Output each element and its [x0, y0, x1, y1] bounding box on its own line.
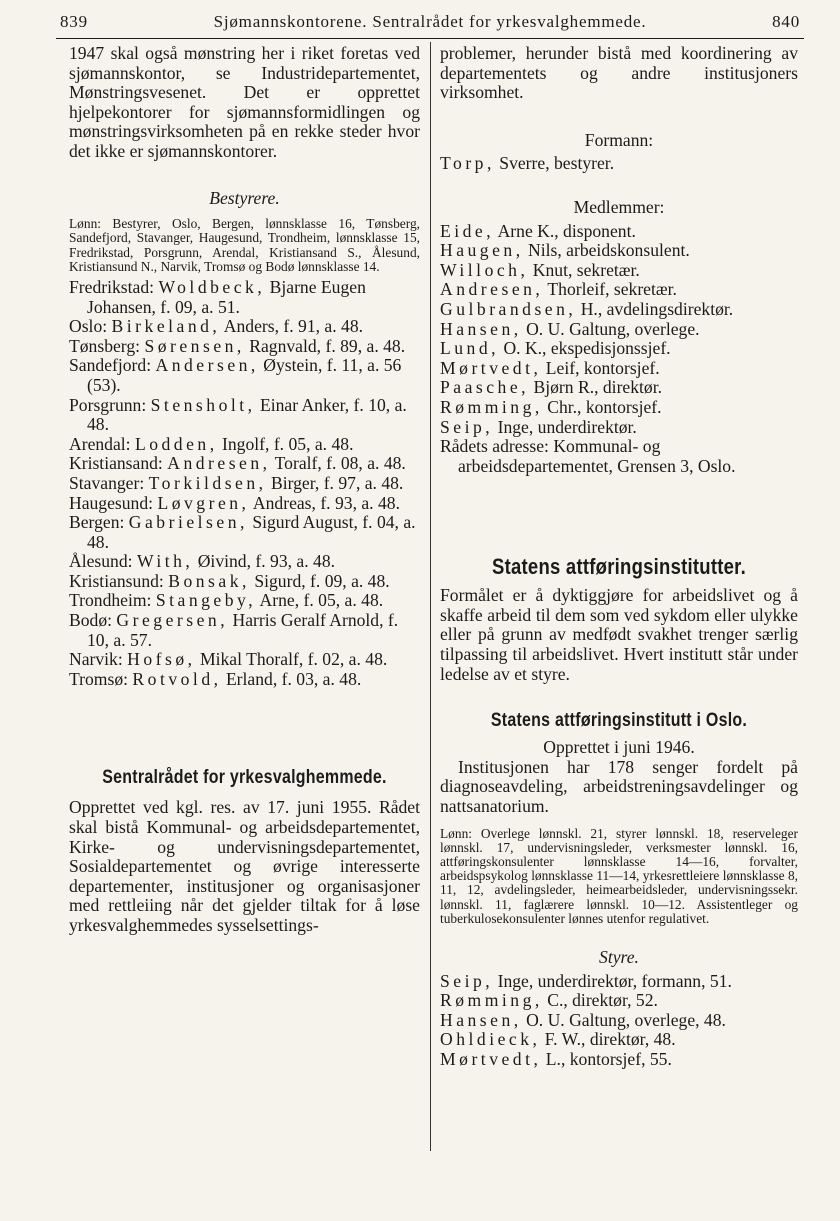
oslo-founded: Opprettet i juni 1946. [543, 737, 695, 758]
members-list [440, 222, 798, 438]
statens-paragraph: Formålet er å dyktiggjøre for arbeidslivet og å skaffe arbeid til dem som ved sykdom eller ulykke eller på grunn av medfødt svakhet trenger særlig tilpassing til arbeidslivet. Hvert institutt står under ledelse av et styre. [440, 585, 798, 684]
list-item: Hansen, O. U. Galtung, overlege, 48. [440, 1009, 726, 1030]
oslo-salary-note: Lønn: Overlege lønnskl. 21, styrer lønnskl. 18, reserveleger lønnskl. 17, undervisningsleder, verksmester lønnskl. 16, attføringskonsulenter lønnsklasse 14—16, forvalter, arbeidspsykolog lønnsklasse 11—14, yrkesrettleiere lønnsklasse 8, 11, 12, avdelingsleder, heimearbeidsleder, undervisningssekr. lønnskl. 11, faglærere lønnskl. 10—12. Assistentleger og tuberkulosekonsulenter lønnes utenfor regulativet. [440, 825, 798, 926]
running-header [60, 8, 800, 36]
list-item: Arendal: Lodden, Ingolf, f. 05, a. 48. [69, 433, 354, 454]
medlemmer-heading: Medlemmer: [573, 196, 665, 217]
list-item: Seip, Inge, underdirektør. [440, 416, 637, 437]
list-item: Lund, O. K., ekspedisjonssjef. [440, 338, 671, 359]
sentralradet-heading: Sentralrådet for yrkesvalghemmede. [102, 767, 387, 789]
column-divider [430, 42, 431, 1151]
list-item: Rømming, Chr., kontorsjef. [440, 396, 662, 417]
formann-heading: Formann: [584, 129, 654, 150]
list-item: Porsgrunn: Stensholt, Einar Anker, f. 10, a. 48. [69, 394, 407, 435]
list-item: Tønsberg: Sørensen, Ragnvald, f. 89, a. 48. [69, 335, 406, 356]
running-title: Sjømannskontorene. Sentralrådet for yrkesvalghemmede. [213, 12, 647, 31]
formann-entry: Torp, Sverre, bestyrer. [440, 153, 615, 174]
list-item: Haugen, Nils, arbeidskonsulent. [440, 240, 690, 261]
list-item: Paasche, Bjørn R., direktør. [440, 377, 663, 398]
sentralradet-paragraph: Opprettet ved kgl. res. av 17. juni 1955. Rådet skal bistå Kommunal- og arbeidsdepartementet, Kirke- og undervisningsdepartementet, Sosialdepartementet og øvrige interesserte departementer, institusjoner og organisasjoner med rettleiing når det gjelder tiltak for å løse yrkesvalghemmedes sysselsettings- [69, 797, 420, 935]
list-item: Bergen: Gabrielsen, Sigurd August, f. 04, a. 48. [69, 512, 416, 552]
list-item: Oslo: Birkeland, Anders, f. 91, a. 48. [69, 316, 364, 337]
oslo-institute-heading: Statens attføringsinstitutt i Oslo. [490, 710, 748, 732]
bestyrere-list [69, 278, 420, 689]
bestyrere-heading: Bestyrere. [209, 187, 280, 208]
list-item: Fredrikstad: Woldbeck, Bjarne Eugen Johansen, f. 09, a. 51. [69, 276, 366, 317]
list-item: Stavanger: Torkildsen, Birger, f. 97, a. 48. [69, 472, 404, 493]
continuation-paragraph: problemer, herunder bistå med koordinering av departementets og andre institusjoners virksomhet. [440, 43, 798, 103]
list-item: Eide, Arne K., disponent. [440, 220, 636, 241]
list-item: Bodø: Gregersen, Harris Geralf Arnold, f. 10, a. 57. [69, 610, 399, 650]
list-item: Ohldieck, F. W., direktør, 48. [440, 1029, 676, 1050]
intro-paragraph: 1947 skal også mønstring her i riket foretas ved sjømannskontor, se Industridepartementet, Mønstringsvesenet. Det er opprettet hjelpekontorer for sjømannsformidlingen og mønstringsvirksomheten på en rekke steder hvor det ikke er sjømannskontorer. [69, 43, 420, 161]
statens-heading: Statens attføringsinstitutter. [492, 554, 746, 580]
list-item: Kristiansand: Andresen, Toralf, f. 08, a. 48. [69, 453, 406, 474]
list-item: Kristiansund: Bonsak, Sigurd, f. 09, a. 48. [69, 570, 390, 591]
list-item: Haugesund: Løvgren, Andreas, f. 93, a. 48. [69, 492, 400, 513]
list-item: Hansen, O. U. Galtung, overlege. [440, 318, 700, 339]
list-item: Gulbrandsen, H., avdelingsdirektør. [440, 298, 734, 319]
list-item: Narvik: Hofsø, Mikal Thoralf, f. 02, a. 48. [69, 649, 388, 670]
bestyrere-salary-note: Lønn: Bestyrer, Oslo, Bergen, lønnsklasse 16, Tønsberg, Sandefjord, Stavanger, Haugesund, Trondheim, lønnsklasse 15, Fredrikstad, Porsgrunn, Arendal, Kristiansand S., Ålesund, Kristiansund N., Narvik, Tromsø og Bodø lønnsklasse 14. [69, 216, 420, 274]
right-column [440, 44, 798, 1070]
list-item: Willoch, Knut, sekretær. [440, 259, 640, 280]
header-rule [56, 38, 804, 39]
styre-list [440, 972, 798, 1070]
list-item: Mørtvedt, L., kontorsjef, 55. [440, 1049, 672, 1070]
list-item: Mørtvedt, Leif, kontorsjef. [440, 357, 660, 378]
list-item: Trondheim: Stangeby, Arne, f. 05, a. 48. [69, 590, 384, 611]
list-item: Tromsø: Rotvold, Erland, f. 03, a. 48. [69, 668, 362, 689]
page-number-left: 839 [60, 12, 88, 31]
oslo-paragraph: Institusjonen har 178 senger fordelt på diagnoseavdeling, arbeidstreningsavdelinger og nattsanatorium. [440, 756, 798, 817]
left-column [69, 44, 420, 936]
list-item: Ålesund: With, Øivind, f. 93, a. 48. [69, 551, 336, 572]
page-number-right: 840 [772, 12, 800, 31]
list-item: Rømming, C., direktør, 52. [440, 990, 658, 1011]
list-item: Andresen, Thorleif, sekretær. [440, 279, 677, 300]
council-address: Rådets adresse: Kommunal- og arbeidsdepartementet, Grensen 3, Oslo. [440, 436, 736, 476]
styre-heading: Styre. [599, 947, 639, 968]
list-item: Sandefjord: Andersen, Øystein, f. 11, a. 56 (53). [69, 355, 402, 395]
list-item: Seip, Inge, underdirektør, formann, 51. [440, 970, 732, 991]
